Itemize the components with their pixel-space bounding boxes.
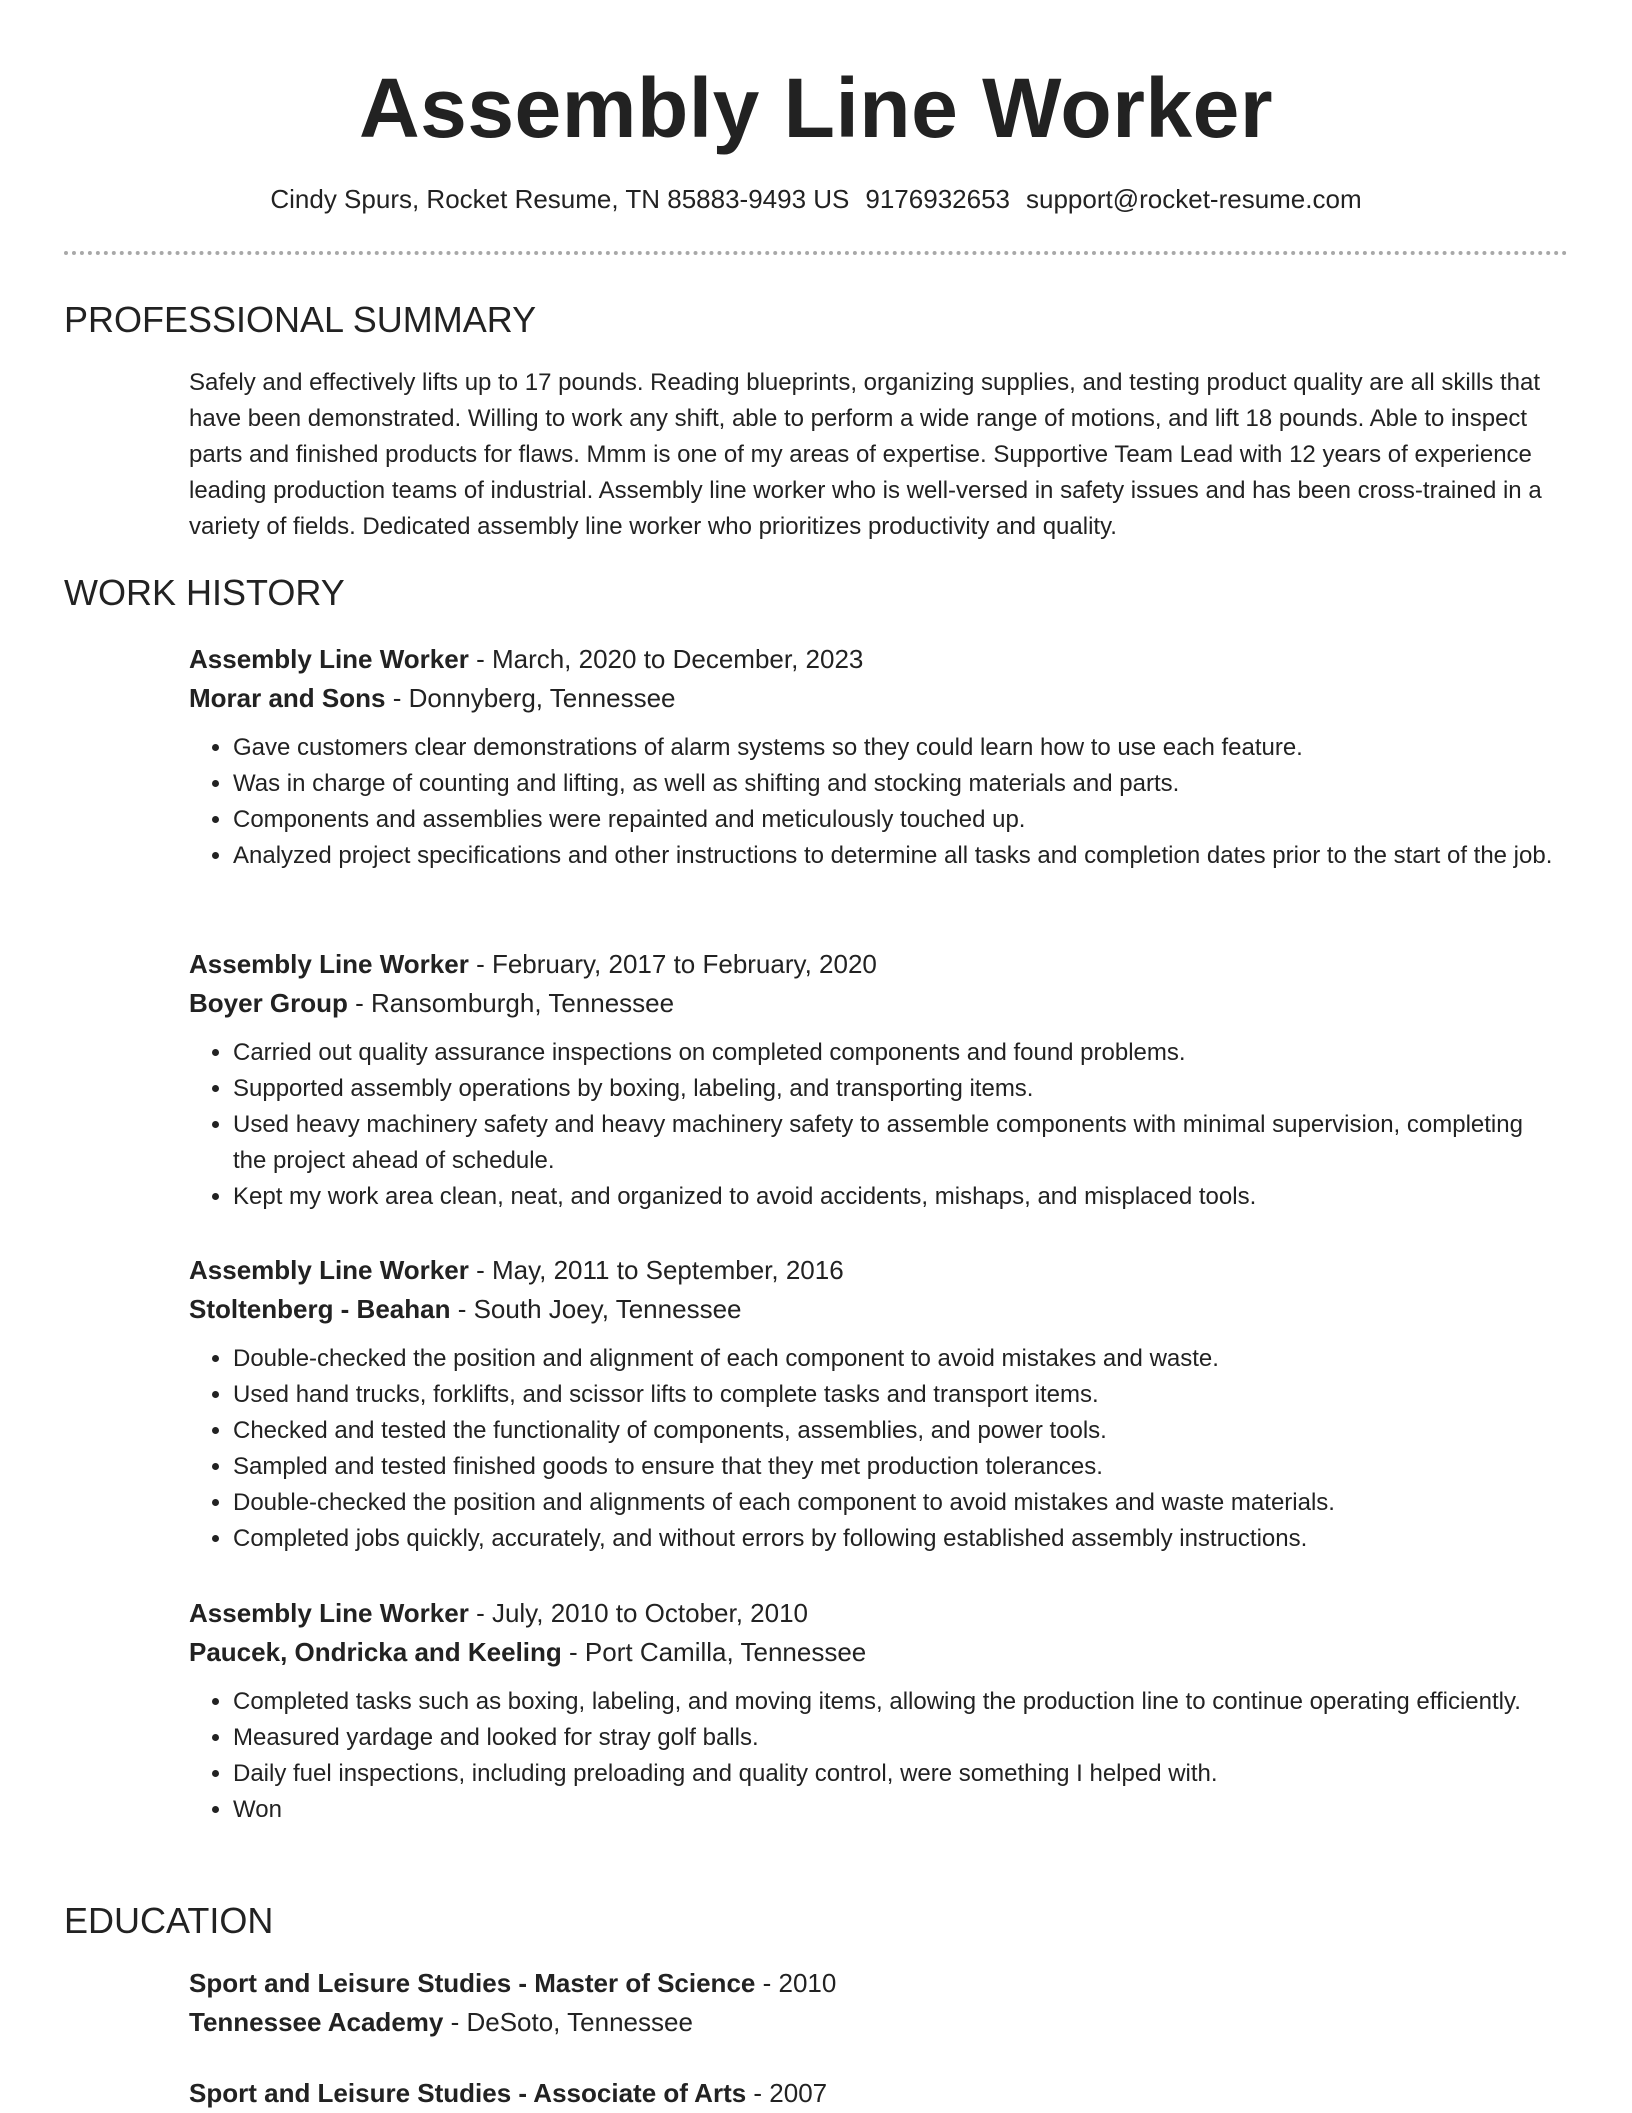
job-title-line [189,945,1559,984]
contact-address: Cindy Spurs, Rocket Resume, TN 85883-9493 US [270,184,850,214]
job-title: Assembly Line Worker [189,1255,469,1285]
job-location: - Ransomburgh, Tennessee [347,988,675,1018]
job-company: Morar and Sons [189,683,386,713]
job-bullet: • Components and assemblies were repainted and meticulously touched up. [233,802,1559,838]
education-school: Tennessee Academy [189,2007,444,2037]
resume-title: Assembly Line Worker [358,61,1274,155]
job-entry-2 [189,945,1559,1215]
job-location: - Donnyberg, Tennessee [385,683,676,713]
header-divider [64,251,1568,255]
job-entry-3 [189,1251,1559,1557]
job-location: - South Joey, Tennessee [450,1294,742,1324]
education-school-line [189,2003,1559,2042]
job-company: Boyer Group [189,988,348,1018]
job-bullet: • Daily fuel inspections, including preloading and quality control, were something I helped with. [233,1756,1559,1792]
job-bullets [189,1035,1559,1215]
job-bullet: • Used heavy machinery safety and heavy machinery safety to assemble components with minimal supervision, completing the project ahead of schedule. [233,1107,1559,1179]
job-entry-4 [189,1594,1559,1828]
job-bullet: • Supported assembly operations by boxing, labeling, and transporting items. [233,1071,1559,1107]
job-bullet: • Was in charge of counting and lifting, as well as shifting and stocking materials and parts. [233,766,1559,802]
job-dates: - May, 2011 to September, 2016 [468,1255,844,1285]
education-entry-1 [189,1964,1559,2042]
education-heading: EDUCATION [64,1900,274,1941]
contact-email: support@rocket-resume.com [1026,184,1362,214]
job-company-line [189,679,1559,718]
job-bullet: • Used hand trucks, forklifts, and scissor lifts to complete tasks and transport items. [233,1377,1559,1413]
job-company-line [189,1633,1559,1672]
job-bullets [189,1684,1559,1828]
job-title-line [189,640,1559,679]
contact-line [0,182,1632,216]
education-degree-line [189,2074,1559,2113]
education-year: - 2010 [755,1968,837,1998]
job-bullet: • Sampled and tested finished goods to ensure that they met production tolerances. [233,1449,1559,1485]
job-bullets [189,730,1559,874]
summary-heading: PROFESSIONAL SUMMARY [64,299,537,340]
job-bullet: • Gave customers clear demonstrations of alarm systems so they could learn how to use each feature. [233,730,1559,766]
education-degree: Sport and Leisure Studies - Associate of Arts [189,2078,747,2108]
job-bullet: • Measured yardage and looked for stray golf balls. [233,1720,1559,1756]
education-location: - DeSoto, Tennessee [443,2007,693,2037]
job-bullet: • Analyzed project specifications and other instructions to determine all tasks and completion dates prior to the start of the job. [233,838,1559,874]
job-bullet: • Completed jobs quickly, accurately, and without errors by following established assembly instructions. [233,1521,1559,1557]
job-title: Assembly Line Worker [189,949,469,979]
job-bullet: • Completed tasks such as boxing, labeling, and moving items, allowing the production line to continue operating efficiently. [233,1684,1559,1720]
job-company-line [189,984,1559,1023]
job-bullet: • Double-checked the position and alignment of each component to avoid mistakes and waste. [233,1341,1559,1377]
education-entry-2 [189,2074,1559,2113]
job-bullet: • Checked and tested the functionality of components, assemblies, and power tools. [233,1413,1559,1449]
job-title-line [189,1594,1559,1633]
job-bullet: • Kept my work area clean, neat, and organized to avoid accidents, mishaps, and misplaced tools. [233,1179,1559,1215]
job-bullet: • Carried out quality assurance inspections on completed components and found problems. [233,1035,1559,1071]
job-location: - Port Camilla, Tennessee [561,1637,867,1667]
education-degree: Sport and Leisure Studies - Master of Science [189,1968,756,1998]
job-dates: - February, 2017 to February, 2020 [468,949,877,979]
job-company: Paucek, Ondricka and Keeling [189,1637,562,1667]
job-bullets [189,1341,1559,1557]
education-degree-line [189,1964,1559,2003]
job-title: Assembly Line Worker [189,644,469,674]
job-dates: - July, 2010 to October, 2010 [468,1598,809,1628]
job-bullet: • Double-checked the position and alignments of each component to avoid mistakes and waste materials. [233,1485,1559,1521]
work-history-heading: WORK HISTORY [64,572,345,613]
job-title: Assembly Line Worker [189,1598,469,1628]
job-dates: - March, 2020 to December, 2023 [468,644,864,674]
summary-text: Safely and effectively lifts up to 17 pounds. Reading blueprints, organizing supplies, and testing product quality are all skills that have been demonstrated. Willing to work any shift, able to perform a wide range of motions, and lift 18 pounds. Able to inspect parts and finished products for flaws. Mmm is one of my areas of expertise. Supportive Team Lead with 12 years of experience leading production teams of industrial. Assembly line worker who is well-versed in safety issues and has been cross-trained in a variety of fields. Dedicated assembly line worker who prioritizes productivity and quality. [189,369,1542,540]
job-company-line [189,1290,1559,1329]
contact-phone: 9176932653 [865,184,1010,214]
job-company: Stoltenberg - Beahan [189,1294,451,1324]
job-title-line [189,1251,1559,1290]
job-bullet: • Won [233,1792,1559,1828]
education-year: - 2007 [746,2078,828,2108]
job-entry-1 [189,640,1559,874]
